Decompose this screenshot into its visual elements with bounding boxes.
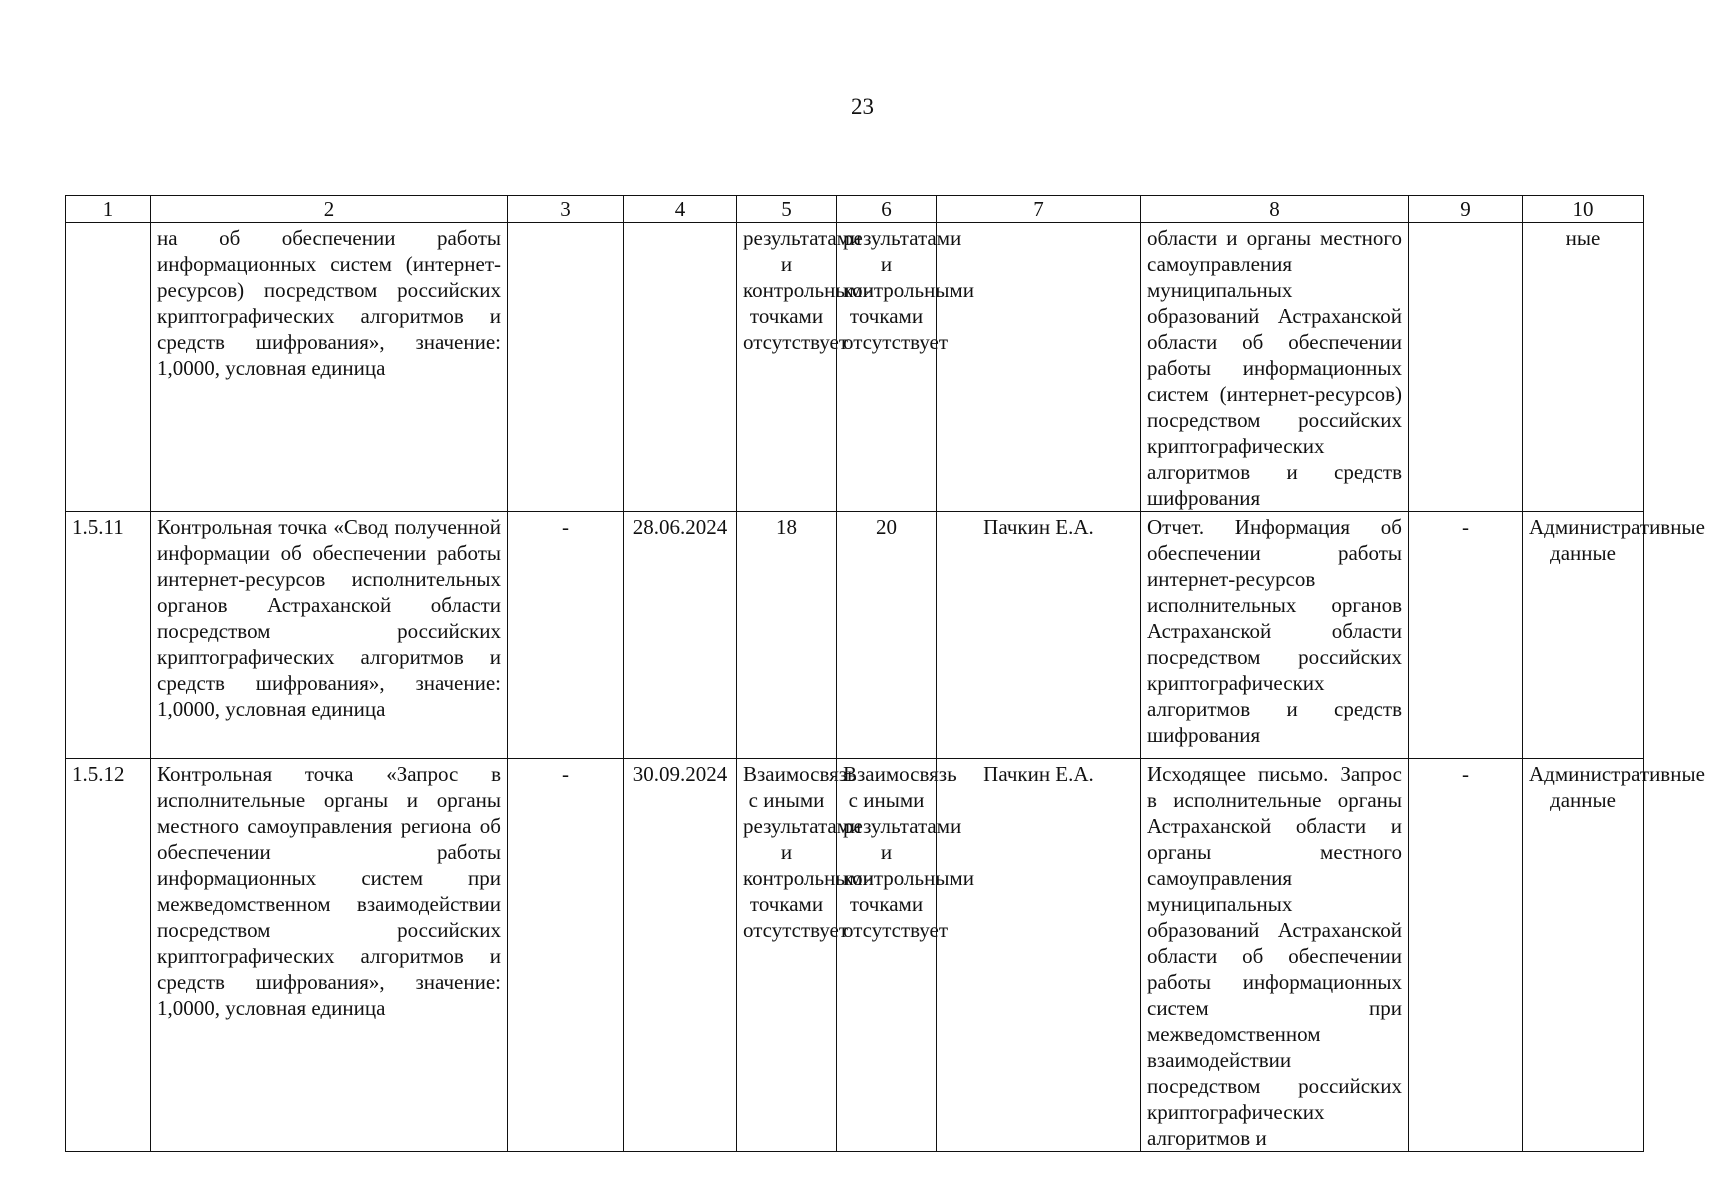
table-row	[66, 759, 1644, 1152]
column-header: 1	[66, 196, 151, 223]
table-row	[66, 223, 1644, 512]
description-cell: Контрольная точка «Свод полученной информации об обеспечении работы интернет-ресурсов исполнительных органов Астраханской области посредством российских криптографических алгоритмов и средств шифрования», значение: 1,0000, условная единица	[151, 512, 508, 759]
table-cell: -	[1409, 512, 1523, 759]
table-cell: Взаимосвязь с иными результатами и контрольными точками отсутствует	[737, 759, 837, 1152]
row-number-cell: 1.5.12	[66, 759, 151, 1152]
column-header: 6	[837, 196, 937, 223]
document-cell: Исходящее письмо. Запрос в исполнительные органы Астраханской области и органы местного самоуправления муниципальных образований Астраханской области об обеспечении работы информационных систем при межведомственном взаимодействии посредством российских криптографических алгоритмов и	[1141, 759, 1409, 1152]
source-cell: ные	[1523, 223, 1644, 512]
table-cell	[508, 223, 624, 512]
table-cell: Взаимосвязь с иными результатами и контрольными точками отсутствует	[837, 759, 937, 1152]
row-number-cell: 1.5.11	[66, 512, 151, 759]
date-cell: 28.06.2024	[624, 512, 737, 759]
source-cell: Административные данные	[1523, 759, 1644, 1152]
description-cell: на об обеспечении работы информационных систем (интернет-ресурсов) посредством российских криптографических алгоритмов и средств шифрования», значение: 1,0000, условная единица	[151, 223, 508, 512]
date-cell	[624, 223, 737, 512]
table-cell: -	[1409, 759, 1523, 1152]
page-number: 23	[851, 94, 874, 119]
column-header: 3	[508, 196, 624, 223]
column-header: 4	[624, 196, 737, 223]
table-cell: результатами и контрольными точками отсутствует	[737, 223, 837, 512]
responsible-cell: Пачкин Е.А.	[937, 512, 1141, 759]
table-cell: -	[508, 759, 624, 1152]
date-cell: 30.09.2024	[624, 759, 737, 1152]
column-header: 7	[937, 196, 1141, 223]
table-row	[66, 512, 1644, 759]
responsible-cell	[937, 223, 1141, 512]
column-header: 10	[1523, 196, 1644, 223]
column-header: 2	[151, 196, 508, 223]
row-number-cell	[66, 223, 151, 512]
table-cell: 20	[837, 512, 937, 759]
document-cell: области и органы местного самоуправления муниципальных образований Астраханской области об обеспечении работы информационных систем (интернет-ресурсов) посредством российских криптографических алгоритмов и средств шифрования	[1141, 223, 1409, 512]
table-cell: 18	[737, 512, 837, 759]
column-header: 9	[1409, 196, 1523, 223]
plan-table	[65, 195, 1705, 1152]
table-cell: -	[508, 512, 624, 759]
document-cell: Отчет. Информация об обеспечении работы интернет-ресурсов исполнительных органов Астраханской области посредством российских криптографических алгоритмов и средств шифрования	[1141, 512, 1409, 759]
table-cell: результатами и контрольными точками отсутствует	[837, 223, 937, 512]
column-header: 8	[1141, 196, 1409, 223]
column-header: 5	[737, 196, 837, 223]
header-row	[66, 196, 1644, 223]
description-cell: Контрольная точка «Запрос в исполнительные органы и органы местного самоуправления региона об обеспечении работы информационных систем при межведомственном взаимодействии посредством российских криптографических алгоритмов и средств шифрования», значение: 1,0000, условная единица	[151, 759, 508, 1152]
table-cell	[1409, 223, 1523, 512]
source-cell: Административные данные	[1523, 512, 1644, 759]
responsible-cell: Пачкин Е.А.	[937, 759, 1141, 1152]
